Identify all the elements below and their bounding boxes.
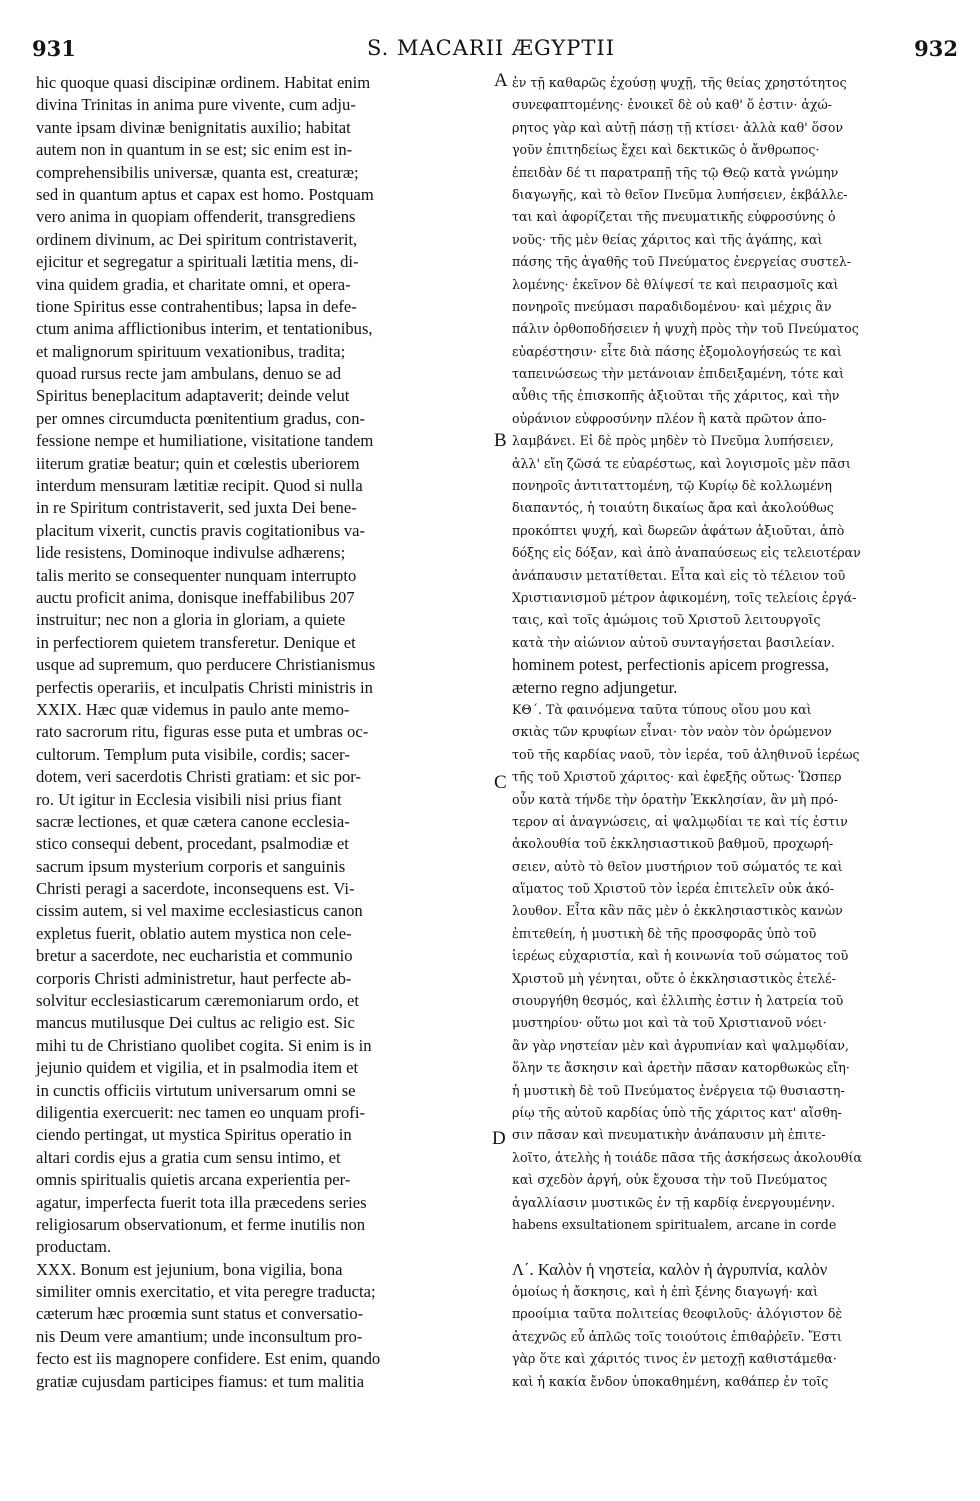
text-line: tione Spiritus esse contrahentibus; lapsa in defe-	[36, 296, 357, 316]
text-line: per omnes circumducta pœnitentium gradus, con-	[36, 408, 366, 428]
text-line: comprehensibilis universæ, quanta est, creaturæ;	[36, 162, 359, 182]
text-line: ordinem divinum, ac Dei spiritum contristaverit,	[36, 229, 358, 249]
text-line: perfectis operariis, et inculpatis Christi ministris in	[36, 677, 373, 697]
text-line: ἡ μυστικὴ δὲ τοῦ Πνεύματος ἐνέργεια τῷ θυσιαστη-	[512, 1082, 845, 1098]
text-line: omnis spiritualis quietis arcana experientia per-	[36, 1170, 351, 1190]
text-line: sed in quantum aptus et capax est homo. Postquam	[36, 184, 374, 204]
text-line: ὅλην τε ἄσκησιν καὶ ἀρετὴν πᾶσαν κατορθωκὼς εἴη·	[512, 1060, 850, 1076]
text-line: cissim autem, si vel maxime ecclesiasticus canon	[36, 901, 363, 921]
text-line: ἱερέως εὐχαριστία, καὶ ἡ κοινωνία τοῦ σώματος τοῦ	[512, 948, 849, 964]
text-line: Christi peragi a sacerdote, inconsequens est. Vi-	[36, 879, 355, 899]
text-line: in perfectiorem quietem transferetur. Denique et	[36, 632, 356, 652]
text-line: δόξης εἰς δόξαν, καὶ ἀπὸ ἀναπαύσεως εἰς τελειοτέραν	[512, 545, 861, 561]
text-line: αἵματος τοῦ Χριστοῦ τὸν ἱερέα ἐπιτελεῖν οὐκ ἀκό-	[512, 881, 835, 897]
text-line: fecto est iis magnopere confidere. Est enim, quando	[36, 1349, 381, 1369]
text-line: vante ipsam divinæ benignitatis auxilio; habitat	[36, 117, 351, 137]
text-line: sacrum ipsum mysterium corporis et sanguinis	[36, 856, 346, 876]
text-line: XXIX. Hæc quæ videmus in paulo ante memo-	[36, 699, 350, 719]
text-line: cæterum hæc proœmia sunt status et conversatio-	[36, 1304, 364, 1324]
text-line: quoad rursus recte jam ambulans, denuo se ad	[36, 364, 342, 384]
text-line: corporis Christi administretur, haut perfecte ab-	[36, 968, 352, 988]
text-line: ὁμοίως ἡ ἄσκησις, καὶ ἡ ἐπὶ ξένης διαγωγή· καὶ	[512, 1284, 819, 1300]
text-line: καὶ ἡ κακία ἔνδον ὑποκαθημένη, καθάπερ ἐν τοῖς	[512, 1373, 829, 1389]
text-line: æterno regno adjungetur.	[512, 677, 678, 697]
text-line: similiter omnis exercitatio, et vita peregre traducta;	[36, 1282, 376, 1302]
text-line: divina Trinitas in anima pure vivente, cum adju-	[36, 95, 356, 115]
text-line: σιν πᾶσαν καὶ πνευματικὴν ἀνάπαυσιν μὴ ἐπιτε-	[512, 1127, 826, 1143]
text-line: vina quidem gradia, et charitate omni, et opera-	[36, 274, 351, 294]
text-line: religiosarum observationum, et ferme inutilis non	[36, 1214, 366, 1234]
text-line: οὐράνιον εὐφροσύνην πλέον ἢ κατὰ πρῶτον ἀπο-	[512, 410, 827, 426]
section-marker-a: A	[494, 70, 508, 91]
text-line: solvitur ecclesiasticarum cæremoniarum ordo, et	[36, 991, 360, 1011]
text-line: ΚΘ΄. Τὰ φαινόμενα ταῦτα τύπους οἴου μου καὶ	[512, 701, 812, 717]
text-line: usque ad supremum, quo perducere Christianismus	[36, 655, 376, 675]
text-line: auctu proficit anima, donisque ineffabilibus 207	[36, 587, 355, 607]
text-line: interdum mensuram lætitiæ recipit. Quod si nulla	[36, 476, 363, 496]
text-line: προκόπτει ψυχή, καὶ δωρεῶν ἀφάτων ἀξιοῦται, ἀπὸ	[512, 522, 845, 538]
text-line: ejicitur et segregatur a spirituali lætitia mens, di-	[36, 252, 359, 272]
text-line: nis Deum vere amantium; unde inconsultum pro-	[36, 1326, 363, 1346]
text-line: διαπαντός, ἡ τοιαύτη δικαίως ἄρα καὶ ἀκολούθως	[512, 500, 834, 516]
section-marker-b: B	[494, 430, 507, 451]
text-line: τοῦ τῆς καρδίας ναοῦ, τὸν ἱερέα, τοῦ ἀληθινοῦ ἱερέως	[512, 746, 860, 762]
text-line: in cunctis officiis virtutum universarum omni se	[36, 1080, 356, 1100]
text-line: διαγωγῆς, καὶ τὸ θεῖον Πνεῦμα λυπήσειεν, ἐκβάλλε-	[512, 186, 848, 202]
text-line: πάλιν ὀρθοποδήσειεν ἡ ψυχὴ πρὸς τὴν τοῦ Πνεύματος	[512, 321, 859, 337]
text-line: καὶ σχεδὸν ἀργή, οὐκ ἔχουσα τὴν τοῦ Πνεύματος	[512, 1172, 828, 1188]
text-line: cultorum. Templum puta visibile, cordis; sacer-	[36, 744, 350, 764]
text-line: expletus fuerit, oblatio autem mystica non cele-	[36, 923, 352, 943]
text-line: αὖθις τῆς ἐπισκοπῆς ἀξιοῦται τῆς χάριτος, καὶ τὴν	[512, 388, 840, 404]
text-line: γὰρ ὅτε καὶ χάριτός τινος ἐν μετοχῇ καθιστάμεθα·	[512, 1351, 837, 1367]
text-line: λοῖτο, ἀτελὴς ἡ τοιάδε πᾶσα τῆς ἀσκήσεως ἀκολουθία	[512, 1149, 862, 1165]
text-line: productam.	[36, 1237, 112, 1257]
text-line: et malignorum spirituum vexationibus, tradita;	[36, 341, 346, 361]
text-line: hic quoque quasi discipinæ ordinem. Habitat enim	[36, 73, 371, 92]
text-line: fessione nempe et humiliatione, visitatione tandem	[36, 431, 374, 451]
latin-column	[36, 72, 494, 1393]
text-line: ἀνάπαυσιν μετατίθεται. Εἶτα καὶ εἰς τὸ τέλειον τοῦ	[512, 567, 846, 583]
text-line: ἀτεχνῶς εὖ ἀπλῶς τοῖς τοιούτοις ἐπιθαῤῥεῖν. Ἔστι	[512, 1328, 842, 1344]
text-line: λομένης· ἐκεῖνον δὲ θλίψεσί τε καὶ πειρασμοῖς καὶ	[512, 276, 839, 292]
text-line: iiterum gratiæ beatur; quin et cœlestis uberiorem	[36, 453, 360, 473]
text-line: XXX. Bonum est jejunium, bona vigilia, bona	[36, 1259, 343, 1279]
text-line: ρητος γὰρ καὶ αὐτῇ πάσῃ τῇ κτίσει· ἀλλὰ καθ' ὅσον	[512, 119, 844, 135]
text-line: σιουργήθη θεσμός, καὶ ἐλλιπὴς ἐστιν ἡ λατρεία τοῦ	[512, 993, 844, 1009]
text-line: Spiritus beneplacitum adaptaverit; deinde velut	[36, 386, 350, 406]
text-line: sacræ lectiones, et quæ cætera canone ecclesia-	[36, 811, 350, 831]
text-line: πονηροῖς ἀντιταττομένη, τῷ Κυρίῳ δὲ κολλωμένη	[512, 478, 832, 494]
text-line: συνεφαπτομένης· ἐνοικεῖ δὲ οὐ καθ' ὅ ἐστιν· ἀχώ-	[512, 97, 832, 113]
text-line: οὖν κατὰ τήνδε τὴν ὁρατὴν Ἐκκλησίαν, ἂν μὴ πρό-	[512, 791, 838, 807]
text-line: τῆς τοῦ Χριστοῦ χάριτος· καὶ ἐφεξῆς οὕτως· Ὥσπερ	[512, 769, 842, 785]
text-line: rato sacrorum ritu, figuras esse puta et umbras oc-	[36, 722, 369, 742]
section-marker-d: D	[492, 1128, 506, 1149]
text-line: νοῦς· τῆς μὲν θείας χάριτος καὶ τῆς ἀγάπης, καὶ	[512, 231, 823, 247]
text-line: jejunio quidem et vigilia, et in psalmodia item et	[36, 1058, 359, 1078]
text-line: instruitur; nec non a gloria in gloriam, a quiete	[36, 610, 346, 630]
text-line: agatur, imperfecta fuerit tota illa præcedens series	[36, 1192, 367, 1212]
greek-column	[512, 72, 958, 1393]
text-line: σειεν, αὐτὸ τὸ θεῖον μυστήριον τοῦ σώματός τε καὶ	[512, 858, 843, 874]
text-line: habens exsultationem spiritualem, arcane in corde	[512, 1216, 837, 1232]
text-line: stico consequi debent, procedant, psalmodiæ et	[36, 834, 349, 854]
page-number-right: 932	[914, 36, 958, 61]
text-line: ρίῳ τῆς αὐτοῦ καρδίας ὑπὸ τῆς χάριτος κατ' αἴσθη-	[512, 1104, 842, 1120]
text-line	[512, 1236, 958, 1258]
text-line: ἐν τῇ καθαρῶς ἐχούσῃ ψυχῇ, τῆς θείας χρηστότητος	[512, 75, 847, 90]
text-line: πάσης τῆς ἀγαθῆς τοῦ Πνεύματος ἐνεργείας συστελ-	[512, 254, 852, 270]
text-line: autem non in quantum in se est; sic enim est in-	[36, 140, 353, 160]
text-line: ταπεινώσεως τὴν μετάνοιαν ἐπιδειξαμένη, τότε καὶ	[512, 366, 845, 382]
text-line: λουθον. Εἶτα κἂν πᾶς μὲν ὁ ἐκκλησιαστικὸς κανὼν	[512, 903, 843, 919]
page-header	[24, 36, 958, 66]
text-line: ro. Ut igitur in Ecclesia visibili nisi prius fiant	[36, 789, 342, 809]
text-line: altari cordis ejus a gratia cum sensu intimo, et	[36, 1147, 341, 1167]
text-line: gratiæ cujusdam participes fiamus: et tum malitia	[36, 1371, 365, 1391]
text-line: ἀγαλλίασιν μυστικῶς ἐν τῇ καρδίᾳ ἐνεργουμένην.	[512, 1194, 836, 1210]
text-line: ταις, καὶ τοῖς ἀμώμοις τοῦ Χριστοῦ λειτουργοῖς	[512, 612, 821, 628]
text-line: εὐαρέστησιν· εἶτε διὰ πάσης ἐξομολογήσεώς τε καὶ	[512, 343, 842, 359]
text-line: placitum vixerit, cunctis pravis cogitationibus va-	[36, 520, 366, 540]
text-line: dotem, veri sacerdotis Christi gratiam: et sic por-	[36, 767, 362, 787]
text-line: τερον αἱ ἀναγνώσεις, αἱ ψαλμῳδίαι τε καὶ τίς ἐστιν	[512, 813, 848, 829]
text-line: ται καὶ ἀφορίζεται τῆς πνευματικῆς εὐφροσύνης ὁ	[512, 209, 836, 225]
text-line: talis merito se consequenter nunquam interrupto	[36, 565, 357, 585]
text-line: προοίμια ταῦτα πολιτείας θεοφιλοῦς· ἀλόγιστον δὲ	[512, 1306, 843, 1322]
text-line: Χριστοῦ μὴ γένηται, οὔτε ὁ ἐκκλησιαστικὸς ἐτελέ-	[512, 970, 836, 986]
text-line: ἐπιτεθείη, ἡ μυστικὴ δὲ τῆς προσφορᾶς ὑπὸ τοῦ	[512, 925, 817, 941]
page-number-left: 931	[32, 36, 76, 61]
text-line: lide resistens, Dominoque indivulse adhærens;	[36, 543, 346, 563]
text-line: ἂν γὰρ νηστείαν μὲν καὶ ἀγρυπνίαν καὶ ψαλμῳδίαν,	[512, 1037, 849, 1053]
text-line: vero anima in quopiam offenderit, transgrediens	[36, 207, 356, 227]
text-line: bretur a sacerdote, nec eucharistia et communio	[36, 946, 353, 966]
text-line: mancus mutilusque Dei cultus ac religio est. Sic	[36, 1013, 355, 1033]
text-line: λαμβάνει. Εἰ δὲ πρὸς μηδὲν τὸ Πνεῦμα λυπήσειεν,	[512, 433, 834, 449]
text-line: μυστηρίου· οὕτω μοι καὶ τὰ τοῦ Χριστιανοῦ νόει·	[512, 1015, 827, 1031]
text-line: diligentia exercuerit: nec tamen eo unquam profi-	[36, 1102, 365, 1122]
text-line: ἀκολουθία τοῦ ἐκκλησιαστικοῦ βαθμοῦ, προχωρή-	[512, 836, 834, 852]
text-line: κατὰ τὴν αἰώνιον αὐτοῦ συνταγήσεται βασιλείαν.	[512, 634, 835, 650]
text-line: ἀλλ' εἴη ζῶσά τε εὐαρέστως, καὶ λογισμοῖς μὲν πᾶσι	[512, 455, 851, 471]
text-line: ctum anima afflictionibus interim, et tentationibus,	[36, 319, 373, 339]
text-line: Λ΄. Καλὸν ἡ νηστεία, καλὸν ἡ ἀγρυπνία, καλὸν	[512, 1259, 828, 1279]
text-line: hominem potest, perfectionis apicem progressa,	[512, 655, 830, 675]
section-marker-c: C	[494, 772, 507, 793]
text-line: in re Spiritum contristaverit, sed juxta Dei bene-	[36, 498, 357, 518]
text-line: γοῦν ἐπιτηδείως ἔχει καὶ δεκτικῶς ὁ ἄνθρωπος·	[512, 142, 820, 158]
text-line: σκιὰς τῶν κρυφίων εἶναι· τὸν ναὸν τὸν ὁρώμενον	[512, 724, 832, 740]
running-title: S. MACARII ÆGYPTII	[367, 36, 615, 60]
text-line: ciendo pertingat, ut mystica Spiritus operatio in	[36, 1125, 352, 1145]
text-line: ἐπειδὰν δέ τι παρατραπῇ τῆς τῷ Θεῷ κατὰ γνώμην	[512, 164, 839, 180]
text-line: Χριστιανισμοῦ μέτρον ἀφικομένη, τοῖς τελείοις ἐργά-	[512, 589, 857, 605]
text-line: πονηροῖς πνεύμασι παραδιδομένου· καὶ μέχρις ἂν	[512, 298, 832, 314]
text-line: mihi tu de Christiano quolibet cogita. Si enim is in	[36, 1035, 372, 1055]
